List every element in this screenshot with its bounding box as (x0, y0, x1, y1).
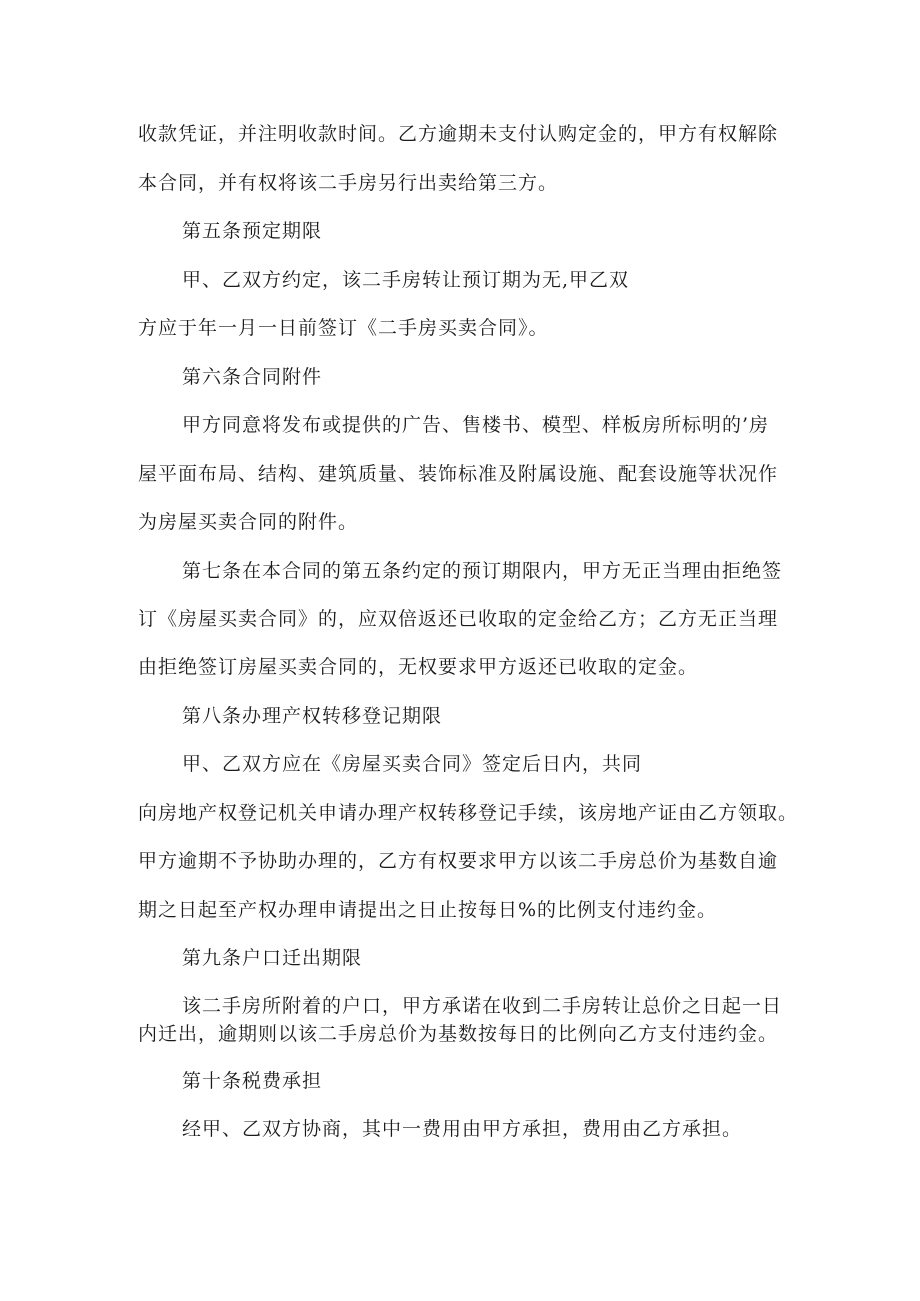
text-line: 甲、乙双方应在《房屋买卖合同》签定后日内，共同 (182, 753, 643, 775)
section-heading-5: 第五条预定期限 (182, 220, 323, 242)
text-line: 该二手房所附着的户口，甲方承诺在收到二手房转让总价之日起一日 (182, 995, 783, 1017)
section-heading-9: 第九条户口迁出期限 (182, 947, 363, 969)
text-line: 由拒绝签订房屋买卖合同的，无权要求甲方返还已收取的定金。 (138, 656, 699, 678)
text-line: 屋平面布局、结构、建筑质量、装饰标准及附属设施、配套设施等状况作 (138, 463, 779, 485)
text-line: 方应于年一月一日前签订《二手房买卖合同》。 (138, 317, 549, 339)
section-heading-6: 第六条合同附件 (182, 366, 323, 388)
section-heading-8: 第八条办理产权转移登记期限 (182, 705, 443, 727)
text-line: 内迁出，逾期则以该二手房总价为基数按每日的比例向乙方支付违约金。 (138, 1023, 779, 1045)
text-line: 订《房屋买卖合同》的，应双倍返还已收取的定金给乙方；乙方无正当理 (138, 608, 779, 630)
section-heading-7: 第七条在本合同的第五条约定的预订期限内，甲方无正当理由拒绝签 (182, 560, 783, 582)
text-line: 本合同，并有权将该二手房另行出卖给第三方。 (138, 172, 559, 194)
text-line: 甲、乙双方约定，该二手房转让预订期为无,甲乙双 (182, 269, 630, 291)
text-line: 为房屋买卖合同的附件。 (138, 511, 359, 533)
text-line: 甲方逾期不予协助办理的，乙方有权要求甲方以该二手房总价为基数自逾 (138, 850, 779, 872)
text-line: 期之日起至产权办理申请提出之日止按每日%的比例支付违约金。 (138, 899, 718, 921)
text-line: 向房地产权登记机关申请办理产权转移登记手续，该房地产证由乙方领取。 (138, 802, 799, 824)
section-heading-10: 第十条税费承担 (182, 1070, 323, 1092)
text-line: 收款凭证，并注明收款时间。乙方逾期未支付认购定金的，甲方有权解除 (138, 123, 779, 145)
text-line: 经甲、乙双方协商，其中一费用由甲方承担，费用由乙方承担。 (182, 1118, 743, 1140)
text-line: 甲方同意将发布或提供的广告、售楼书、模型、样板房所标明的’房 (182, 414, 770, 436)
